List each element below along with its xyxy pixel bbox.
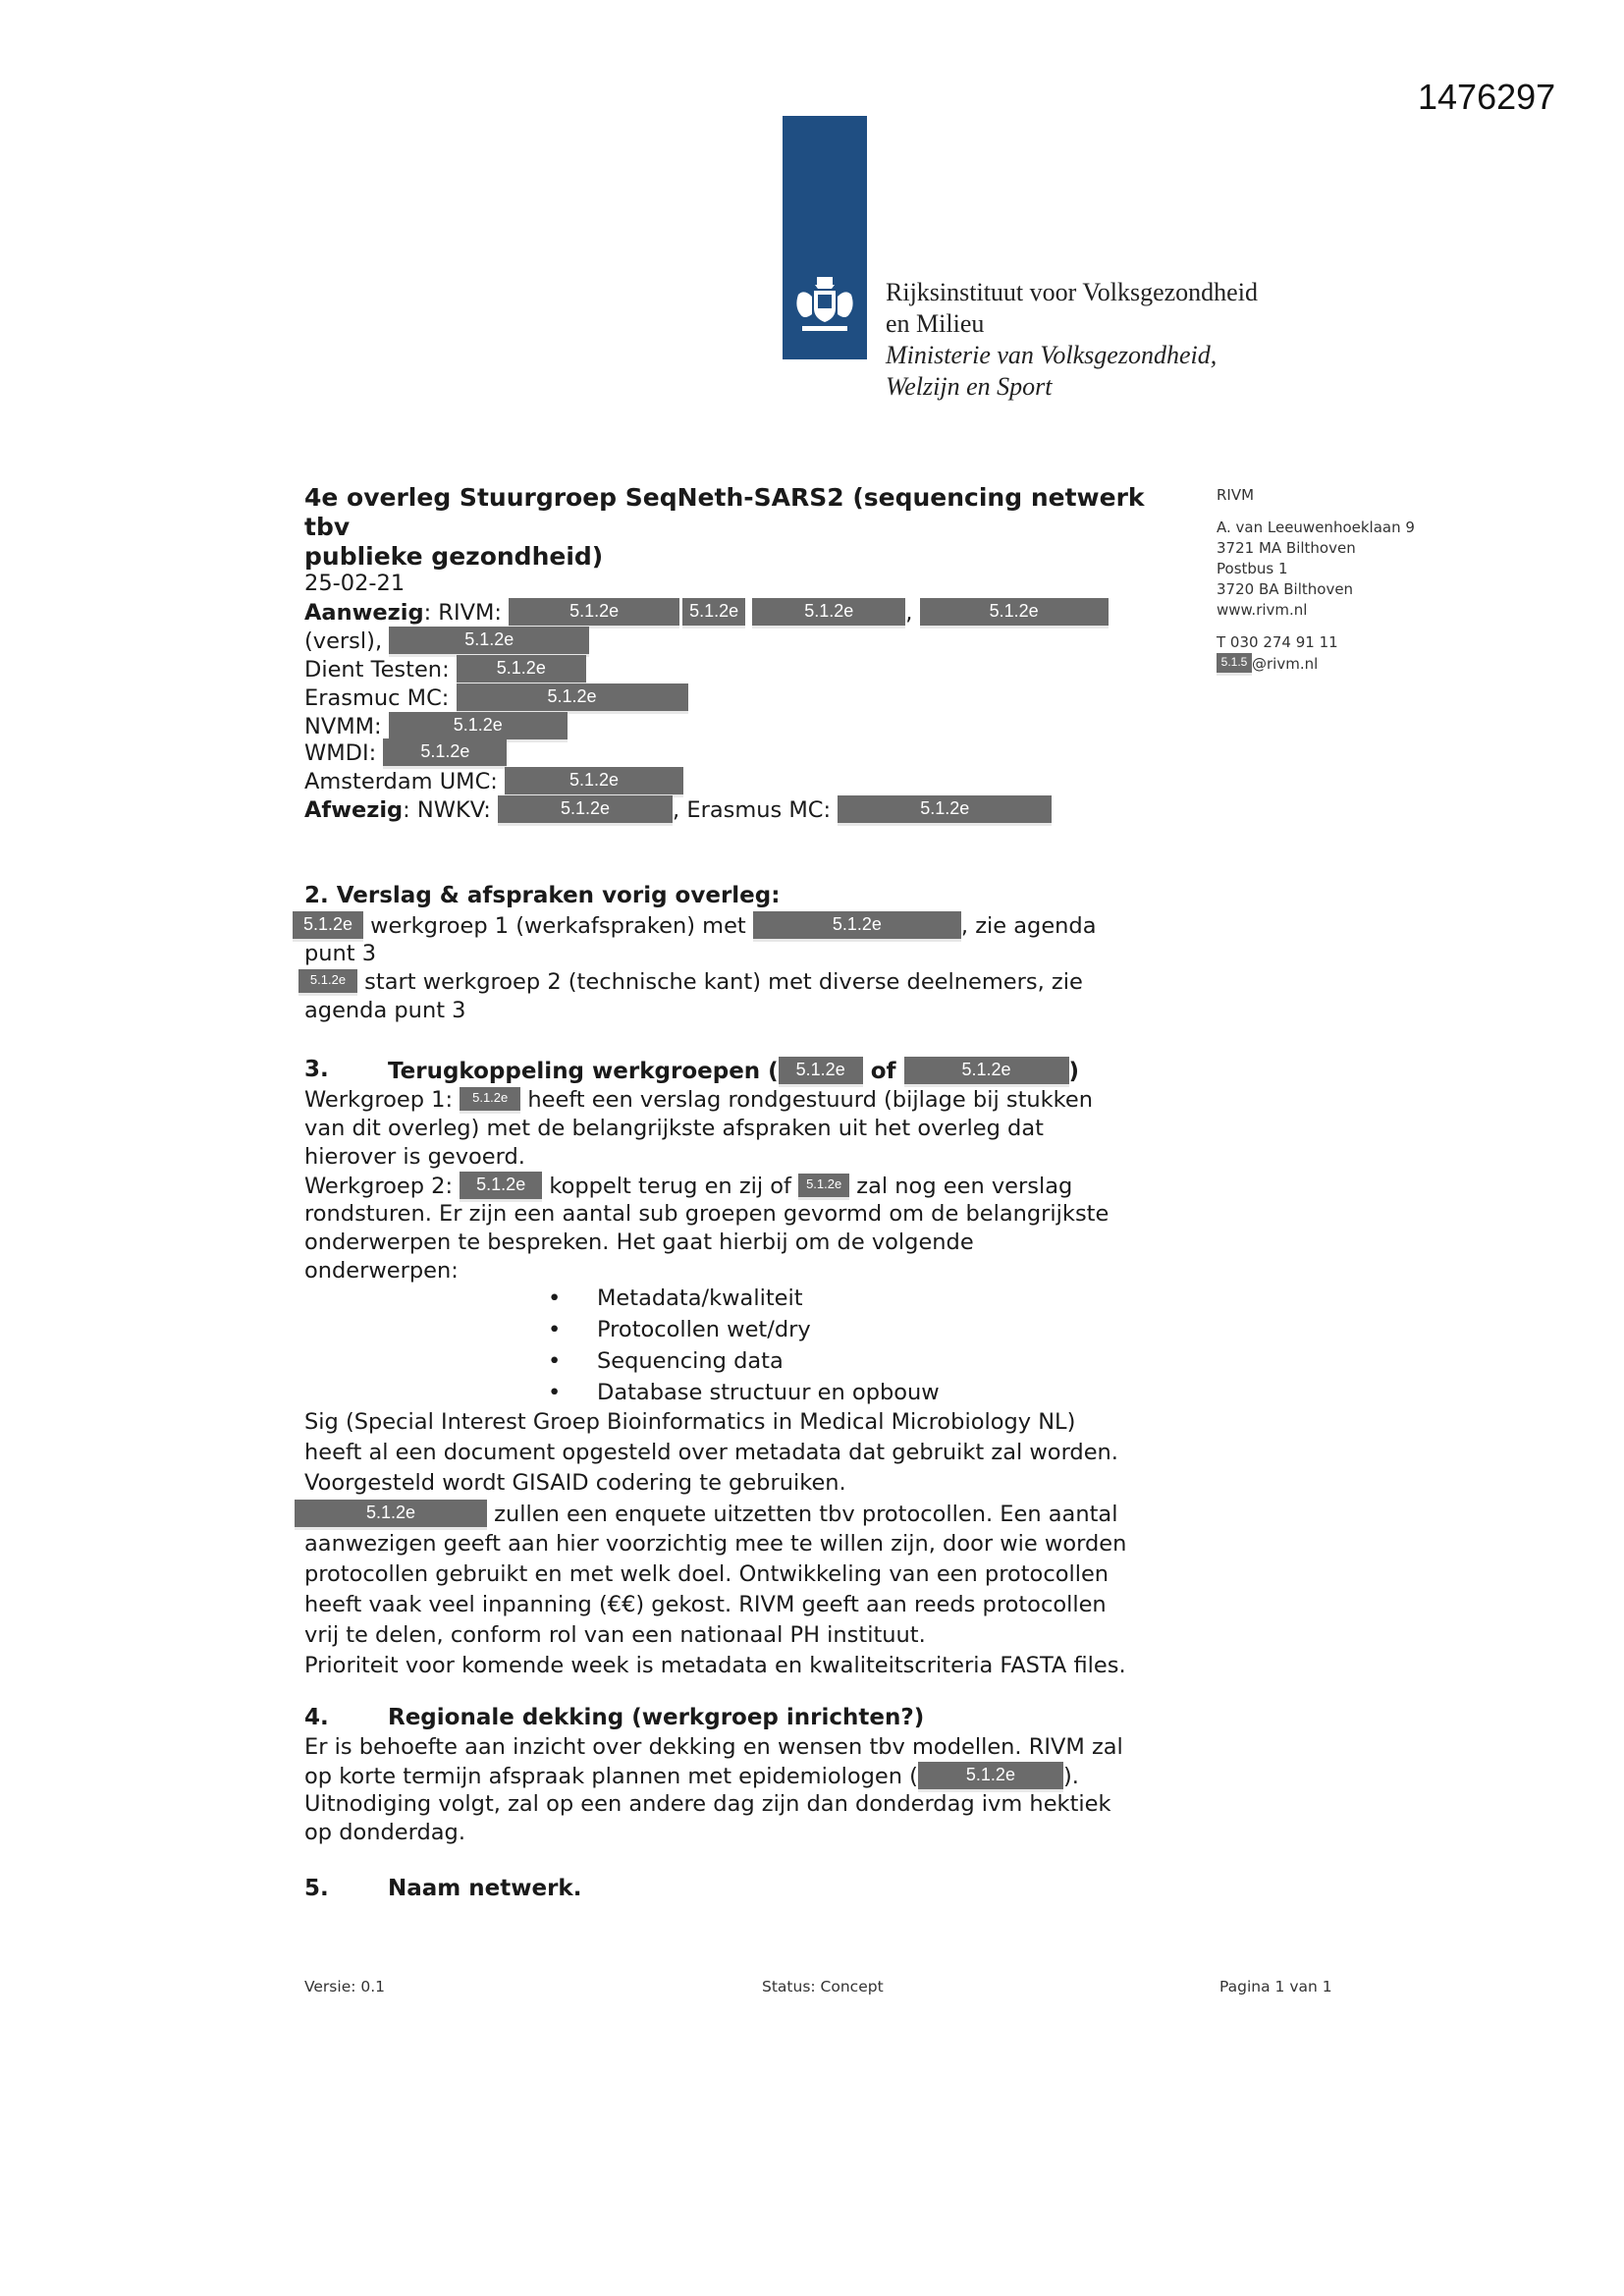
wg1-line-1: Werkgroep 1: 5.1.2e heeft een verslag rondgestuurd (bijlage bij stukken — [304, 1087, 1094, 1113]
enquete-line-4: heeft vaak veel inpanning (€€) gekost. RIVM geeft aan reeds protocollen — [304, 1592, 1107, 1617]
document-number: 1476297 — [1418, 77, 1556, 117]
redaction-box: 5.1.5 — [1217, 653, 1252, 676]
topics-list — [548, 1283, 940, 1408]
redaction-box: 5.1.2e — [298, 969, 357, 996]
section-2-line-4: agenda punt 3 — [304, 998, 466, 1023]
footer-status: Status: Concept — [762, 1978, 884, 1995]
org-line-2: en Milieu — [886, 309, 985, 338]
meeting-date: 25-02-21 — [304, 571, 406, 596]
section-5-number: 5. — [304, 1876, 329, 1901]
redaction-box: 5.1.2e — [460, 1087, 520, 1114]
present-dient-line: Dient Testen: 5.1.2e — [304, 655, 586, 685]
wg2-line-3: onderwerpen te bespreken. Het gaat hierbij om de volgende — [304, 1230, 974, 1255]
org-line-4: Welzijn en Sport — [886, 372, 1053, 401]
redaction-box: 5.1.2e — [389, 627, 589, 657]
title-line-1: 4e overleg Stuurgroep SeqNeth-SARS2 (sequencing netwerk tbv — [304, 483, 1145, 541]
sender-city: 3721 MA Bilthoven — [1217, 539, 1356, 557]
present-nvmm-line: NVMM: 5.1.2e — [304, 712, 568, 742]
redaction-box: 5.1.2e — [509, 598, 679, 629]
present-rivm-line: Aanwezig: RIVM: 5.1.2e 5.1.2e 5.1.2e , 5.1.2e — [304, 598, 1109, 629]
present-amsterdam-line: Amsterdam UMC: 5.1.2e — [304, 767, 683, 797]
list-item: • Metadata/kwaliteit — [548, 1283, 940, 1314]
enquete-line-1: 5.1.2e zullen een enquete uitzetten tbv protocollen. Een aantal — [295, 1500, 1117, 1530]
wg1-line-3: hierover is gevoerd. — [304, 1144, 525, 1170]
redaction-box: 5.1.2e — [498, 795, 673, 826]
priority-line: Prioriteit voor komende week is metadata en kwaliteitscriteria FASTA files. — [304, 1653, 1126, 1678]
redaction-box: 5.1.2e — [457, 683, 688, 714]
redaction-box: 5.1.2e — [460, 1172, 542, 1202]
redaction-box: 5.1.2e — [682, 598, 745, 629]
sender-website: www.rivm.nl — [1217, 601, 1308, 619]
section-4-heading: Regionale dekking (werkgroep inrichten?) — [388, 1705, 925, 1730]
redaction-box: 5.1.2e — [779, 1057, 863, 1087]
present-wmdi-line: WMDI: 5.1.2e — [304, 738, 507, 769]
sender-postal-city: 3720 BA Bilthoven — [1217, 580, 1354, 598]
wg1-line-2: van dit overleg) met de belangrijkste afspraken uit het overleg dat — [304, 1116, 1044, 1141]
redaction-box: 5.1.2e — [920, 598, 1109, 629]
sender-phone: T 030 274 91 11 — [1217, 633, 1338, 651]
sender-postbus: Postbus 1 — [1217, 560, 1288, 577]
org-line-3: Ministerie van Volksgezondheid, — [886, 341, 1218, 369]
section-2-heading: 2. Verslag & afspraken vorig overleg: — [304, 883, 781, 908]
sig-line-3: Voorgesteld wordt GISAID codering te gebruiken. — [304, 1470, 846, 1496]
redaction-box: 5.1.2e — [752, 598, 905, 629]
enquete-line-2: aanwezigen geeft aan hier voorzichtig mee te willen zijn, door wie worden — [304, 1531, 1127, 1557]
sig-line-2: heeft al een document opgesteld over metadata dat gebruikt zal worden. — [304, 1440, 1118, 1465]
organisation-name — [886, 277, 1258, 403]
org-line-1: Rijksinstituut voor Volksgezondheid — [886, 278, 1258, 306]
absent-line: Afwezig: NWKV: 5.1.2e , Erasmus MC: 5.1.2e — [304, 795, 1052, 826]
redaction-box: 5.1.2e — [505, 767, 683, 797]
redaction-box: 5.1.2e — [918, 1762, 1063, 1792]
crest-icon — [790, 273, 859, 342]
redaction-box: 5.1.2e — [389, 712, 568, 742]
section-4-line-3: Uitnodiging volgt, zal op een andere dag zijn dan donderdag ivm hektiek — [304, 1791, 1111, 1817]
redaction-box: 5.1.2e — [904, 1057, 1069, 1087]
footer-version: Versie: 0.1 — [304, 1978, 386, 1995]
section-2-line-3: 5.1.2e start werkgroep 2 (technische kant) met diverse deelnemers, zie — [298, 968, 1083, 997]
section-3-heading: Terugkoppeling werkgroepen ( 5.1.2e of 5.1.2e ) — [388, 1057, 1079, 1087]
section-4-line-4: op donderdag. — [304, 1820, 465, 1845]
redaction-box: 5.1.2e — [798, 1174, 849, 1200]
sender-org: RIVM — [1217, 486, 1255, 504]
wg2-line-2: rondsturen. Er zijn een aantal sub groepen gevormd om de belangrijkste — [304, 1201, 1110, 1227]
footer-page: Pagina 1 van 1 — [1219, 1978, 1332, 1995]
redaction-box: 5.1.2e — [753, 911, 961, 942]
present-erasmuc-line: Erasmuc MC: 5.1.2e — [304, 683, 688, 714]
list-item: • Sequencing data — [548, 1345, 940, 1377]
section-2-line-2: punt 3 — [304, 941, 377, 966]
redaction-box: 5.1.2e — [383, 738, 507, 769]
section-5-heading: Naam netwerk. — [388, 1876, 582, 1901]
wg2-line-4: onderwerpen: — [304, 1258, 459, 1284]
sender-address-block — [1217, 485, 1415, 676]
rijksoverheid-logo — [783, 116, 867, 359]
redaction-box: 5.1.2e — [838, 795, 1052, 826]
enquete-line-3: protocollen gebruikt en met welk doel. Ontwikkeling van een protocollen — [304, 1561, 1110, 1587]
section-4-line-2: op korte termijn afspraak plannen met epidemiologen ( 5.1.2e ). — [304, 1762, 1079, 1792]
sig-line-1: Sig (Special Interest Groep Bioinformatics in Medical Microbiology NL) — [304, 1409, 1076, 1435]
section-4-number: 4. — [304, 1705, 329, 1730]
sender-street: A. van Leeuwenhoeklaan 9 — [1217, 519, 1415, 536]
redaction-box: 5.1.2e — [293, 911, 363, 942]
present-versl-line: (versl), 5.1.2e — [304, 627, 589, 657]
list-item: • Protocollen wet/dry — [548, 1314, 940, 1345]
wg2-line-1: Werkgroep 2: 5.1.2e koppelt terug en zij of 5.1.2e zal nog een verslag — [304, 1172, 1072, 1202]
section-4-line-1: Er is behoefte aan inzicht over dekking en wensen tbv modellen. RIVM zal — [304, 1734, 1123, 1760]
document-title — [304, 483, 1188, 572]
enquete-line-5: vrij te delen, conform rol van een nationaal PH instituut. — [304, 1622, 926, 1648]
list-item: • Database structuur en opbouw — [548, 1377, 940, 1408]
redaction-box: 5.1.2e — [295, 1500, 487, 1530]
section-2-line-1: 5.1.2e werkgroep 1 (werkafspraken) met 5.1.2e , zie agenda — [293, 911, 1097, 942]
title-line-2: publieke gezondheid) — [304, 542, 604, 571]
sender-email: 5.1.5 @rivm.nl — [1217, 653, 1415, 676]
redaction-box: 5.1.2e — [457, 655, 586, 685]
section-3-number: 3. — [304, 1057, 329, 1082]
